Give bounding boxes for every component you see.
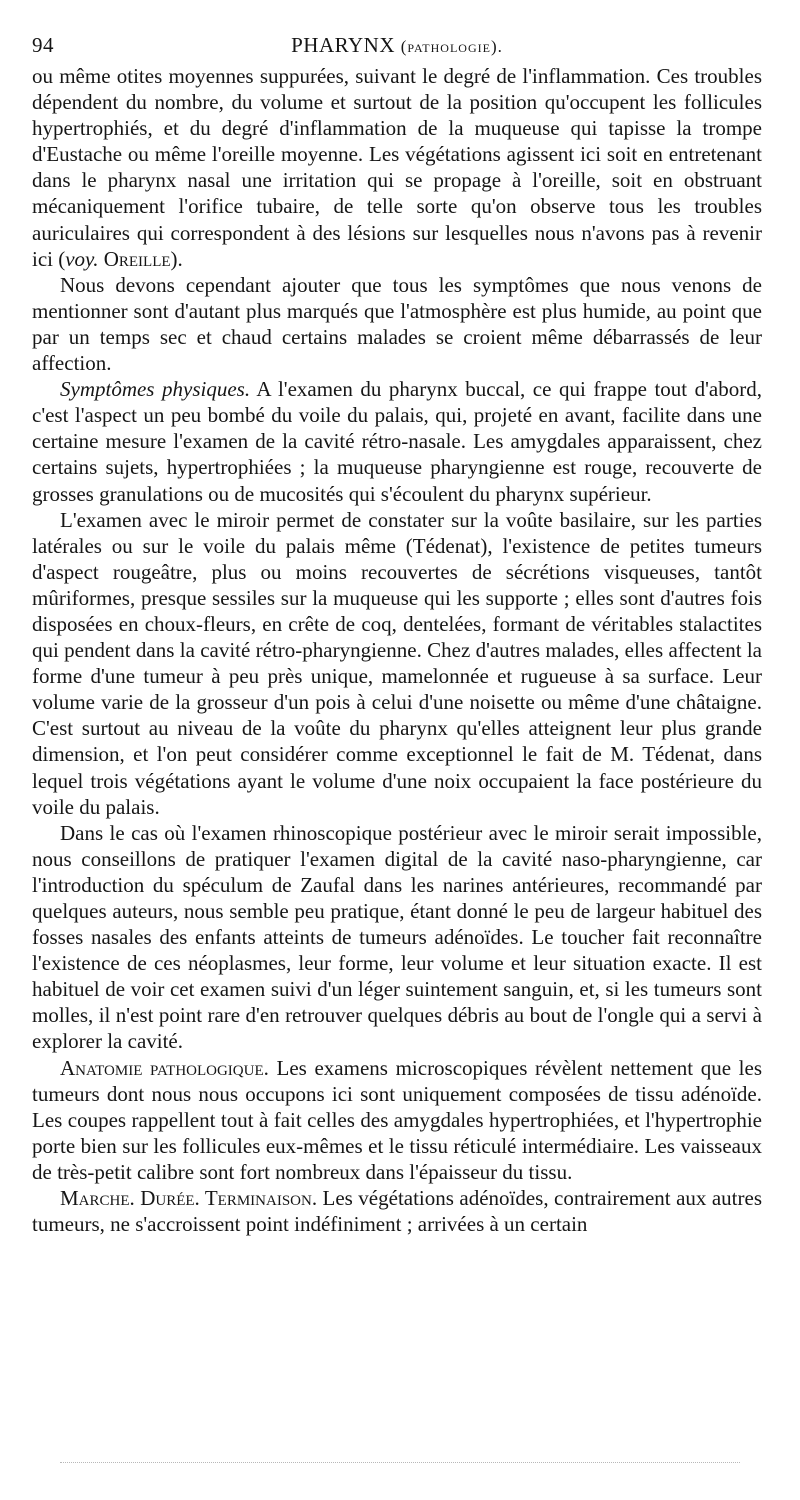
page — [32, 30, 762, 1237]
page-number: 94 — [32, 33, 54, 57]
paragraph-physical-symptoms — [32, 376, 762, 506]
paragraph-text: L'examen avec le miroir permet de constater sur la voûte basilaire, sur les parties latérales ou sur le voile du palais même (Tédenat), l'existence de petites tumeurs d'aspect rougeâtre, plus ou moins recouvertes de sécrétions visqueuses, tantôt mûriformes, presque sessiles sur la muqueuse qui les supporte ; elles sont d'autres fois disposées en choux-fleurs, en crête de coq, dentelées, formant de véritables stalactites qui pendent dans la cavité rétro-pharyngienne. Chez d'autres malades, elles affectent la forme d'une tumeur à peu près unique, mamelonnée et rugueuse à sa surface. Leur volume varie de la grosseur d'un pois à celui d'une noisette ou même d'une châtaigne. C'est surtout au niveau de la voûte du pharynx qu'elles atteignent leur plus grande dimension, et l'on peut considérer comme exceptionnel le fait de M. Tédenat, dans lequel trois végétations ayant le volume d'une noix occupaient la face postérieure du voile du palais. — [32, 507, 762, 819]
paragraph-text: Les examens microscopiques révèlent nettement que les tumeurs dont nous nous occupons ici sont uniquement composées de tissu adénoïde. Les coupes rappellent tout à fait celles des amygdales hypertrophiées, et l'hypertrophie porte bien sur les follicules eux-mêmes et le tissu réticulé intermédiaire. Les vaisseaux de très-petit calibre sont fort nombreux dans l'épaisseur du tissu. — [32, 1055, 762, 1184]
paragraph-digital-exam — [32, 820, 762, 1055]
paragraph-text: ou même otites moyennes suppurées, suivant le degré de l'inflammation. Ces troubles dépendent du nombre, du volume et surtout de la position qu'occupent les follicules hypertrophiés, et du degré d'inflammation de la muqueuse qui tapisse la trompe d'Eustache ou même l'oreille moyenne. Les végétations agissent ici soit en entretenant dans le pharynx nasal une irritation qui se propage à l'oreille, soit en obstruant mécaniquement l'orifice tubaire, de telle sorte qu'on observe tous les troubles auriculaires qui correspondent à des lésions sur lesquelles nous n'avons pas à revenir ici ( — [32, 64, 762, 271]
section-heading-anatomie-pathologique: Anatomie pathologique. — [60, 1055, 269, 1080]
running-head — [32, 30, 762, 60]
paragraph-humidity — [32, 272, 762, 376]
running-title-subtitle: (pathologie). — [400, 37, 503, 56]
paragraph-text: Dans le cas où l'examen rhinoscopique postérieur avec le miroir serait impossible, nous conseillons de pratiquer l'examen digital de la cavité naso-pharyngienne, car l'introduction du spéculum de Zaufal dans les narines antérieures, recommandé par quelques auteurs, nous semble peu pratique, étant donné le peu de largeur habituel des fosses nasales des enfants atteints de tumeurs adénoïdes. Le toucher fait reconnaître l'existence de ces néoplasmes, leur forme, leur volume et leur situation exacte. Il est habituel de voir cet examen suivi d'un léger suintement sanguin, et, si les tumeurs sont molles, il n'est point rare d'en retrouver quelques débris au bout de l'ongle qui a servi à explorer la cavité. — [32, 820, 762, 1054]
paragraph-mirror-exam — [32, 507, 762, 820]
section-heading-marche-duree-terminaison: Marche. Durée. Terminaison. — [60, 1186, 318, 1211]
section-heading-symptomes-physiques: Symptômes physiques. — [60, 377, 251, 402]
running-title-main: PHARYNX — [291, 33, 395, 57]
cross-reference-oreille: Oreille — [103, 246, 171, 271]
paragraph-course-duration — [32, 1185, 762, 1237]
paragraph-tail: ). — [170, 246, 183, 271]
paragraph-pathological-anatomy — [32, 1055, 762, 1185]
paragraph-text: A l'examen du pharynx buccal, ce qui frappe tout d'abord, c'est l'aspect un peu bombé du voile du palais, qui, projeté en avant, facilite dans une certaine mesure l'examen de la cavité rétro-nasale. Les amygdales apparaissent, chez certains sujets, hypertrophiées ; la muqueuse pharyngienne est rouge, recouverte de grosses granulations ou de mucosités qui s'écoulent du pharynx supérieur. — [32, 377, 762, 506]
paragraph-continuation — [32, 63, 762, 272]
cross-reference-voy: voy. — [65, 246, 99, 271]
body-text — [32, 63, 762, 1237]
footer-dotted-rule — [60, 1462, 740, 1463]
running-title — [32, 30, 762, 62]
paragraph-text: Nous devons cependant ajouter que tous les symptômes que nous venons de mentionner sont d'autant plus marqués que l'atmosphère est plus humide, au point que par un temps sec et chaud certains malades se croient même débarrassés de leur affection. — [32, 272, 762, 376]
paragraph-text: Les végétations adénoïdes, contrairement aux autres tumeurs, ne s'accroissent point indéfiniment ; arrivées à un certain — [32, 1186, 762, 1237]
